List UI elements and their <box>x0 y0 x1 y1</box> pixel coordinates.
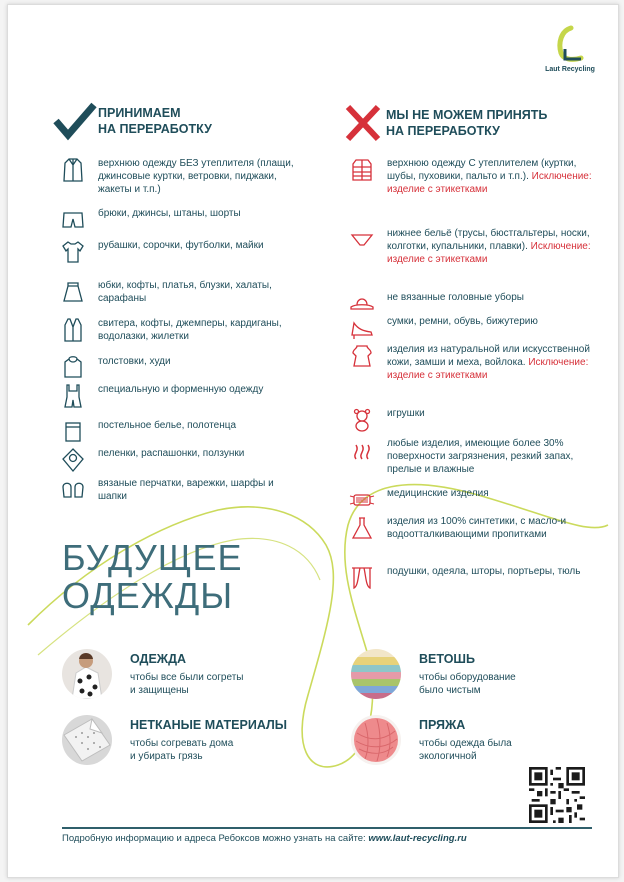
product-desc-line2: было чистым <box>419 685 481 696</box>
rejected-item <box>349 343 594 383</box>
yarn-photo <box>351 715 401 765</box>
accepted-item-text: брюки, джинсы, штаны, шорты <box>98 208 241 219</box>
product-desc-line1: чтобы все были согреты <box>130 672 244 683</box>
product-info <box>130 715 287 763</box>
exception-note: Исключение: изделие с этикетками <box>387 357 589 382</box>
tshirt-icon <box>60 239 86 265</box>
accepted-title-line1: ПРИНИМАЕМ <box>98 106 181 120</box>
rejected-title-line1: МЫ НЕ МОЖЕМ ПРИНЯТЬ <box>386 108 548 122</box>
product-desc <box>419 671 516 697</box>
accepted-item <box>60 207 241 233</box>
rejected-item <box>349 515 594 541</box>
rejected-item-text: не вязанные головные уборы <box>387 292 524 303</box>
rags-photo <box>351 649 401 699</box>
rejected-item-text: сумки, ремни, обувь, бижутерию <box>387 316 538 327</box>
hat-icon <box>349 291 375 317</box>
accepted-item-text: специальную и форменную одежду <box>98 384 264 395</box>
rejected-item <box>349 565 580 591</box>
logo-text: Laut Recycling <box>545 66 595 73</box>
qr-code[interactable] <box>529 767 585 823</box>
rejected-item <box>349 315 538 341</box>
rejected-item-desc: верхнюю одежду С утеплителем (куртки, шубы, пуховики, пальто и т.п.). <box>387 158 577 183</box>
shoe-icon <box>349 315 375 341</box>
cross-icon <box>340 103 386 143</box>
product-info <box>130 649 243 697</box>
rejected-header <box>340 103 596 143</box>
mittens-icon <box>60 477 86 503</box>
accepted-item-text: толстовки, худи <box>98 356 171 367</box>
mask-icon <box>349 487 375 513</box>
checkmark-icon <box>52 101 98 141</box>
product-title: ОДЕЖДА <box>130 652 187 666</box>
rejected-title-line2: НА ПЕРЕРАБОТКУ <box>386 124 500 138</box>
rejected-item <box>349 437 594 477</box>
rejected-title <box>386 107 596 139</box>
accepted-item-text: пеленки, распашонки, ползунки <box>98 448 245 459</box>
accepted-item <box>60 447 244 473</box>
overalls-icon <box>60 383 86 409</box>
brand-logo <box>535 25 605 73</box>
rejected-item <box>349 157 594 197</box>
rejected-item <box>349 407 425 433</box>
rejected-item-desc: изделия из натуральной или искусственной кожи, замши и меха, войлока. <box>387 344 590 369</box>
product-info <box>419 649 516 697</box>
footer-text: Подробную информацию и адреса Ребоксов можно узнать на сайте: <box>62 833 366 844</box>
product-desc-line1: чтобы оборудование <box>419 672 516 683</box>
teddy-bear-icon <box>349 407 375 433</box>
product-desc <box>130 737 287 763</box>
headline <box>62 539 242 615</box>
accepted-item <box>60 355 171 381</box>
product-info <box>419 715 512 763</box>
rejected-item-desc: нижнее бельё (трусы, бюстгальтеры, носки, колготки, купальники, плавки). <box>387 228 590 253</box>
accepted-item <box>60 477 300 503</box>
rejected-item-text <box>387 227 594 267</box>
accepted-item <box>60 239 264 265</box>
product-rags <box>351 649 516 699</box>
exception-note: Исключение: изделие с этикетками <box>387 241 591 266</box>
footer <box>62 833 602 844</box>
rejected-item <box>349 227 594 267</box>
nonwoven-photo <box>62 715 112 765</box>
product-desc-line2: экологичной <box>419 751 477 762</box>
rejected-item-text: игрушки <box>387 408 425 419</box>
rejected-item-text: изделия из 100% синтетики, с масло-и водоотталкивающими пропитками <box>387 516 567 541</box>
product-desc <box>419 737 512 763</box>
down-jacket-icon <box>349 157 375 183</box>
accepted-item-text: свитера, кофты, джемперы, кардиганы, водолазки, жилетки <box>98 318 282 343</box>
flyer-sheet <box>7 4 619 878</box>
leather-icon <box>349 343 375 369</box>
product-desc-line2: и убирать грязь <box>130 751 203 762</box>
product-yarn <box>351 715 512 765</box>
coat-icon <box>60 157 86 183</box>
skirt-icon <box>60 279 86 305</box>
exception-note: Исключение: изделие с этикетками <box>387 171 592 196</box>
underwear-icon <box>349 227 375 253</box>
accepted-item-text: постельное белье, полотенца <box>98 420 237 431</box>
accepted-item <box>60 157 300 197</box>
accepted-item-text: юбки, кофты, платья, блузки, халаты, сарафаны <box>98 280 272 305</box>
rejected-item-text: медицинские изделия <box>387 488 489 499</box>
website-link[interactable]: www.laut-recycling.ru <box>368 833 467 844</box>
curtain-icon <box>349 565 375 591</box>
accepted-header <box>52 101 308 141</box>
laut-logo-icon <box>553 25 587 65</box>
accepted-item-text: рубашки, сорочки, футболки, майки <box>98 240 264 251</box>
shorts-icon <box>60 207 86 233</box>
accepted-title-line2: НА ПЕРЕРАБОТКУ <box>98 122 212 136</box>
footer-divider <box>62 827 592 829</box>
headline-line2: ОДЕЖДЫ <box>62 575 234 616</box>
product-desc-line1: чтобы одежда была <box>419 738 512 749</box>
accepted-title <box>98 105 308 137</box>
product-clothes <box>62 649 243 699</box>
accepted-item <box>60 383 263 409</box>
rejected-item-text <box>387 343 594 383</box>
product-desc-line1: чтобы согревать дома <box>130 738 234 749</box>
product-title: НЕТКАНЫЕ МАТЕРИАЛЫ <box>130 718 288 732</box>
accepted-item <box>60 317 300 343</box>
rejected-item-text: любые изделия, имеющие более 30% поверхности загрязнения, резкий запах, прелые и влажные <box>387 438 574 476</box>
vest-icon <box>60 317 86 343</box>
headline-line1: БУДУЩЕЕ <box>62 537 243 578</box>
rejected-item <box>349 487 489 513</box>
hoodie-icon <box>60 355 86 381</box>
product-title: ВЕТОШЬ <box>419 652 475 666</box>
product-nonwoven <box>62 715 287 765</box>
product-desc <box>130 671 243 697</box>
flask-icon <box>349 515 375 541</box>
rejected-item-text: подушки, одеяла, шторы, портьеры, тюль <box>387 566 581 577</box>
accepted-item <box>60 419 236 445</box>
odor-icon <box>349 437 375 463</box>
swaddle-icon <box>60 447 86 473</box>
accepted-item-text: верхнюю одежду БЕЗ утеплителя (плащи, джинсовые куртки, ветровки, пиджаки, жакеты и т.п.) <box>98 158 294 196</box>
accepted-item-text: вязаные перчатки, варежки, шарфы и шапки <box>98 478 274 503</box>
rejected-item-text <box>387 157 594 197</box>
bedding-icon <box>60 419 86 445</box>
accepted-item <box>60 279 300 305</box>
product-desc-line2: и защищены <box>130 685 189 696</box>
rejected-item <box>349 291 524 317</box>
product-title: ПРЯЖА <box>419 718 466 732</box>
clothes-photo <box>62 649 112 699</box>
